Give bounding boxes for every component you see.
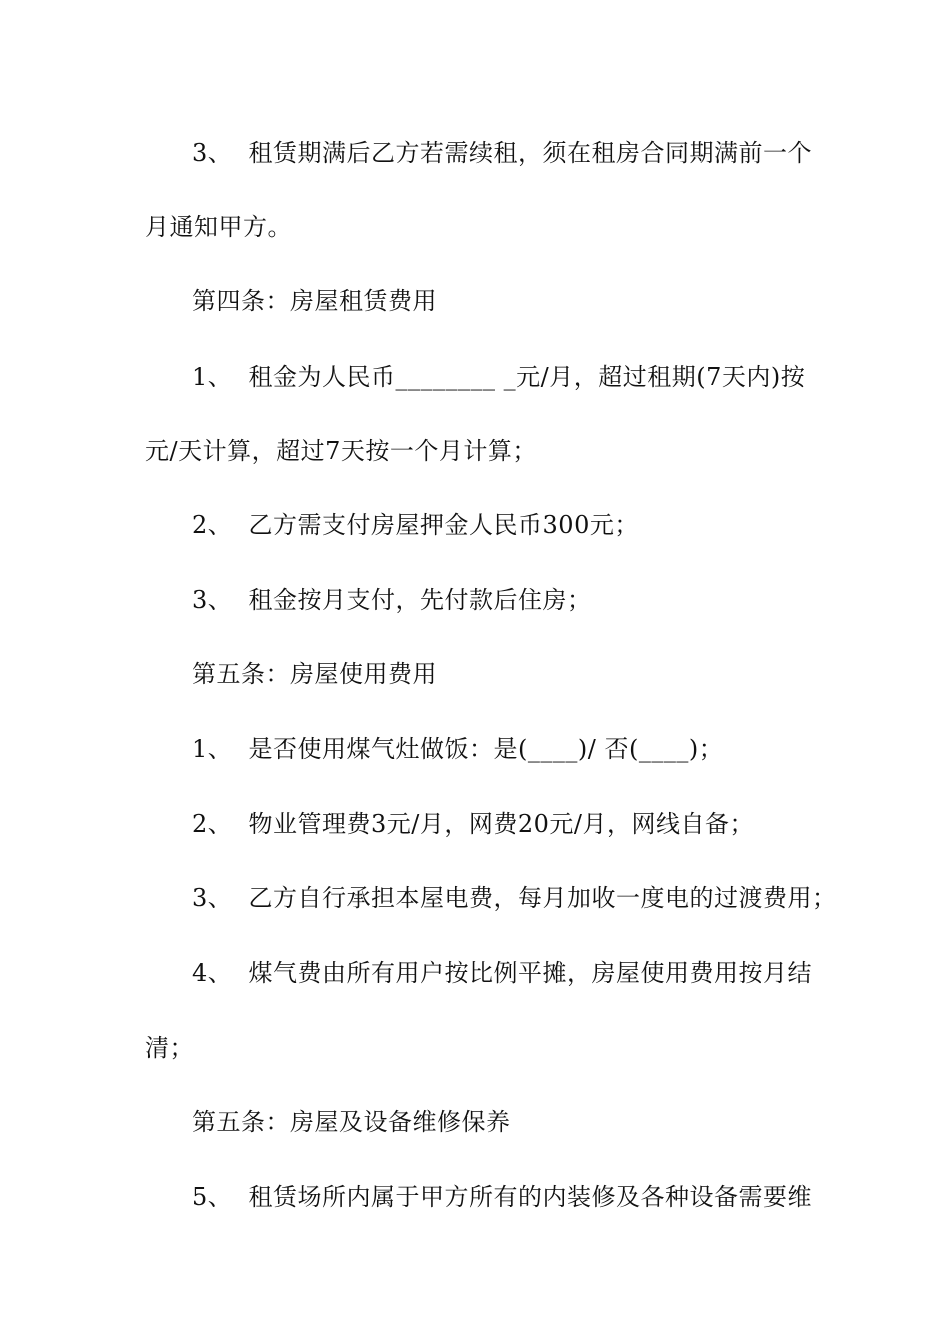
clause-4-gas-fee-line-2: 清； bbox=[145, 1034, 194, 1062]
clause-2-fees: 2、 物业管理费3元/月，网费20元/月，网线自备； bbox=[192, 810, 755, 838]
clause-4-gas-fee-line-1: 4、 煤气费由所有用户按比例平摊，房屋使用费用按月结 bbox=[192, 959, 813, 987]
article-4-heading: 第四条：房屋租赁费用 bbox=[192, 287, 437, 315]
clause-1-gas-stove: 1、 是否使用煤气灶做饭：是(____)/ 否(____)； bbox=[192, 735, 724, 763]
clause-5-maintenance: 5、 租赁场所内属于甲方所有的内装修及各种设备需要维 bbox=[192, 1183, 813, 1211]
clause-3-payment: 3、 租金按月支付，先付款后住房； bbox=[192, 586, 592, 614]
clause-2-deposit: 2、 乙方需支付房屋押金人民币300元； bbox=[192, 511, 639, 539]
article-5-maintenance-heading: 第五条：房屋及设备维修保养 bbox=[192, 1108, 511, 1136]
clause-1-rent-line-1: 1、 租金为人民币________ _元/月，超过租期(7天内)按 bbox=[192, 363, 806, 391]
clause-1-rent-line-2: 元/天计算，超过7天按一个月计算； bbox=[145, 437, 537, 465]
article-5-heading: 第五条：房屋使用费用 bbox=[192, 660, 437, 688]
clause-3-renewal-line-2: 月通知甲方。 bbox=[145, 213, 292, 241]
clause-3-electricity: 3、 乙方自行承担本屋电费，每月加收一度电的过渡费用； bbox=[192, 884, 837, 912]
clause-3-renewal-line-1: 3、 租赁期满后乙方若需续租，须在租房合同期满前一个 bbox=[192, 139, 813, 167]
